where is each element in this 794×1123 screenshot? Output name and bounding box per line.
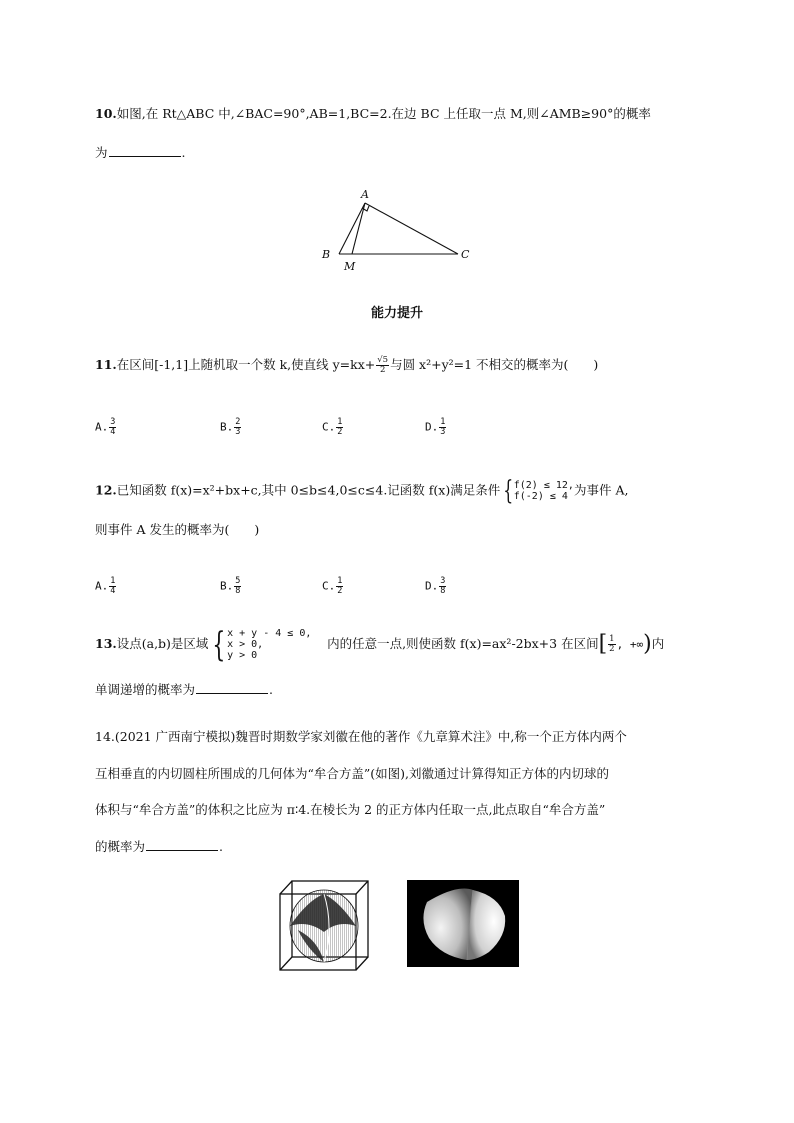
cube-cylinders-figure: [278, 880, 370, 972]
q11-fraction: $\frac{√5}{2}$: [377, 355, 389, 375]
q10-line1: [95, 106, 651, 122]
q12-line1: [95, 478, 628, 504]
q11-text-before: 在区间[-1,1]上随机取一个数 k,使直线 y=kx+: [116, 357, 376, 372]
label-c: C: [461, 248, 470, 261]
q11-text-after: 与圆 x²+y²=1 不相交的概率为( ): [390, 357, 599, 372]
q12-text-after: 为事件 A,: [573, 482, 629, 498]
side-ab: [339, 203, 365, 254]
q10-prefix: 为: [95, 145, 108, 160]
q13-text-mid: 内的任意一点,则使函数 f(x)=ax²-2bx+3 在区间: [327, 636, 599, 651]
q13-text-before: 设点(a,b)是区域: [116, 636, 209, 651]
q14-line4: 的概率为 .: [95, 839, 223, 854]
q13-text-after: 内: [651, 636, 665, 651]
q10-number: 10.: [95, 106, 117, 121]
label-m: M: [344, 260, 356, 273]
q12-option-d[interactable]: D. $\frac{3}{8}$: [425, 576, 446, 596]
q14-line1: 14.(2021 广西南宁模拟)魏晋时期数学家刘徽在他的著作《九章算术注》中,称一个正方体内两个: [95, 729, 627, 744]
segment-am: [352, 203, 365, 254]
label-a: A: [361, 188, 369, 201]
q11-option-d[interactable]: D. $\frac{1}{3}$: [425, 417, 446, 437]
q11-option-b[interactable]: B. $\frac{2}{3}$: [220, 417, 241, 437]
q14-number: 14.: [95, 729, 115, 744]
q12-condition-system: { f(2) ≤ 12, f(-2) ≤ 4: [503, 476, 574, 506]
q12-option-a[interactable]: A. $\frac{1}{4}$: [95, 576, 116, 596]
q12-text-before: 已知函数 f(x)=x²+bx+c,其中 0≤b≤4,0≤c≤4.记函数 f(x)满足条件: [116, 482, 501, 498]
q11-option-c[interactable]: C. $\frac{1}{2}$: [322, 417, 343, 437]
q10-triangle-figure: [318, 186, 478, 276]
q10-suffix: .: [181, 145, 186, 160]
q11-number: 11.: [95, 357, 117, 372]
q10-answer-blank[interactable]: [109, 144, 181, 157]
q10-line2: [95, 144, 186, 161]
q10-text: 如图,在 Rt△ABC 中,∠BAC=90°,AB=1,BC=2.在边 BC 上任取一点 M,则∠AMB≥90°的概率: [116, 106, 651, 121]
q12-line2: 则事件 A 发生的概率为( ): [95, 522, 260, 537]
q13-interval: , +∞: [616, 638, 644, 651]
q14-line3: 体积与“牟合方盖”的体积之比应为 π∶4.在棱长为 2 的正方体内任取一点,此点取自“牟合方盖”: [95, 802, 606, 817]
section-heading: 能力提升: [370, 306, 423, 321]
mouhe-fanggai-photo: [407, 880, 519, 967]
q11-option-a[interactable]: A. $\frac{3}{4}$: [95, 417, 116, 437]
label-b: B: [322, 248, 331, 261]
q12-number: 12.: [95, 482, 117, 498]
q12-option-c[interactable]: C. $\frac{1}{2}$: [322, 576, 343, 596]
side-ac: [365, 203, 458, 254]
q12-option-b[interactable]: B. $\frac{5}{8}$: [220, 576, 241, 596]
q13-line1: 13.设点(a,b)是区域 { x + y - 4 ≤ 0, x > 0, y > 0 内的任意一点,则使函数 f(x)=ax²-2bx+3 在区间[ $\frac{1}{2}$ , +∞)内: [95, 624, 665, 665]
q11-line1: [95, 356, 598, 375]
q13-line2: 单调递增的概率为 .: [95, 682, 273, 697]
q13-answer-blank[interactable]: [196, 681, 268, 694]
q13-number: 13.: [95, 636, 117, 651]
q14-answer-blank[interactable]: [146, 838, 218, 851]
q13-region-system: { x + y - 4 ≤ 0, x > 0, y > 0: [212, 624, 312, 665]
q14-line2: 互相垂直的内切圆柱所围成的几何体为“牟合方盖”(如图),刘徽通过计算得知正方体的内切球的: [95, 766, 610, 781]
